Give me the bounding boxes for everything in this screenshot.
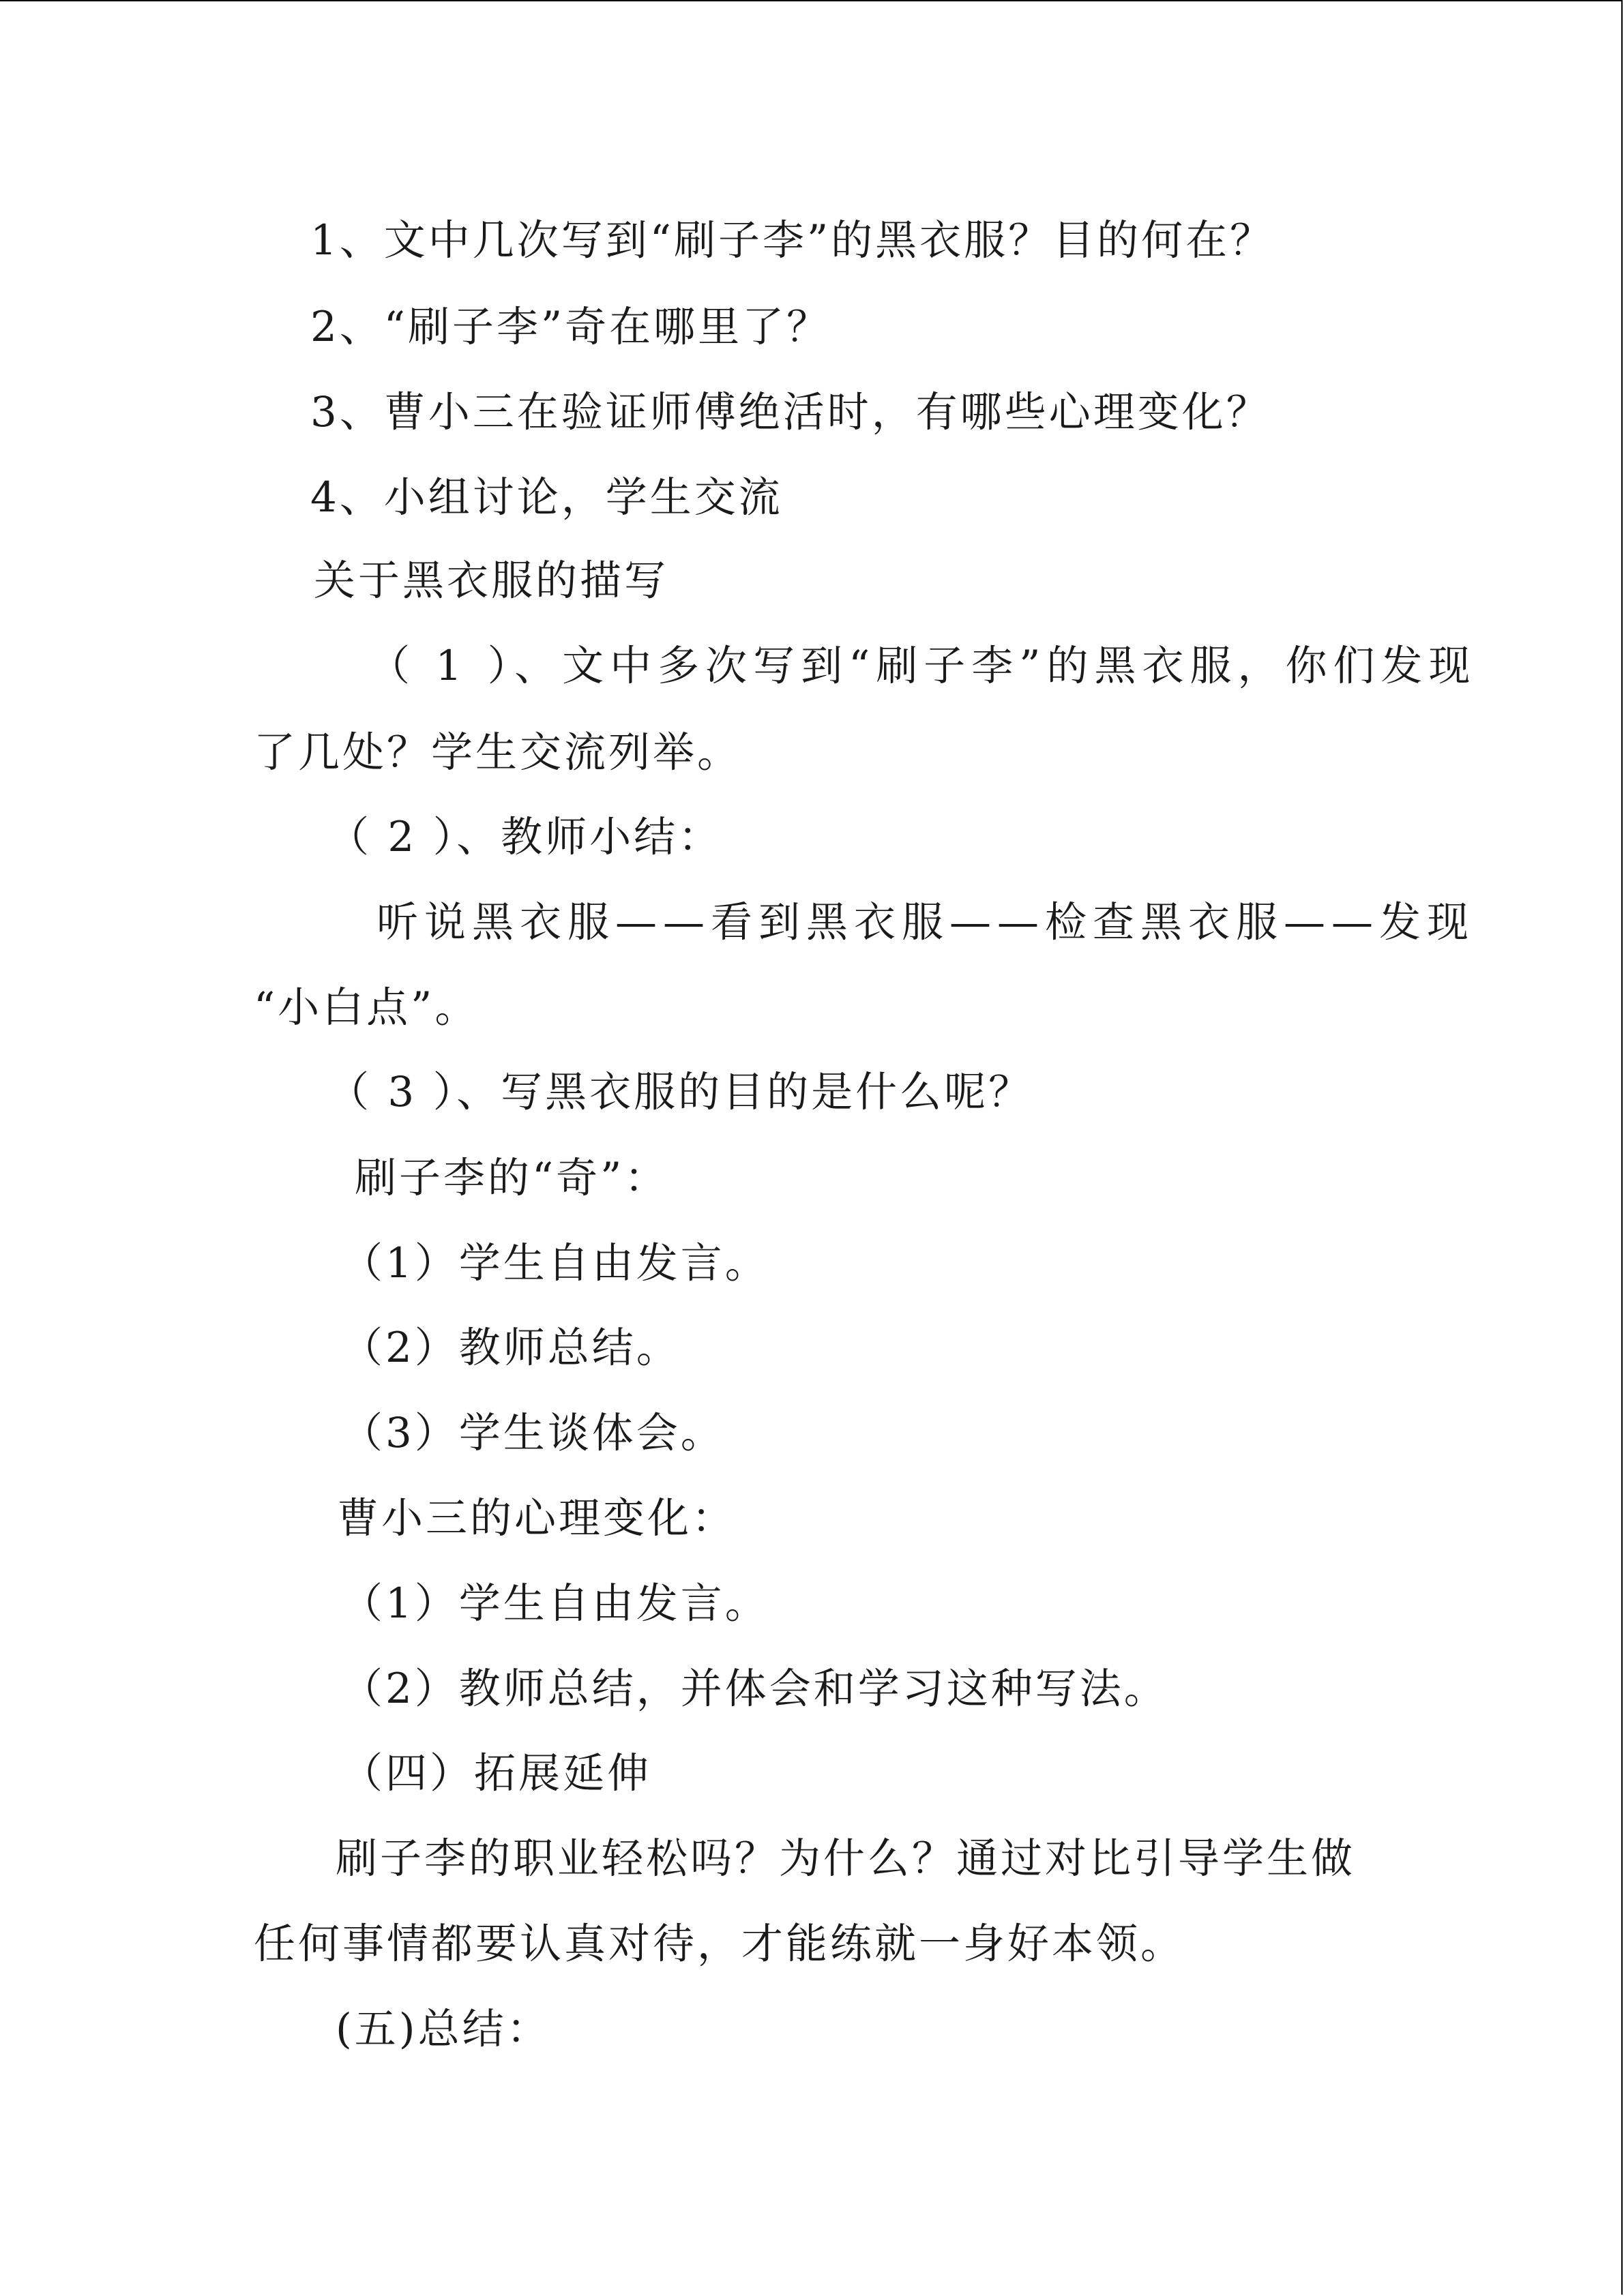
question-4: 4、小组讨论，学生交流 bbox=[310, 473, 783, 522]
list-item: （3）学生谈体会。 bbox=[341, 1409, 725, 1457]
section-heading-black-clothes: 关于黑衣服的描写 bbox=[314, 556, 669, 605]
paragraph-line: 了几处？学生交流列举。 bbox=[254, 728, 742, 777]
paragraph-line: （ 1 ）、文中多次写到“刷子李”的黑衣服，你们发现 bbox=[368, 642, 1477, 690]
question-2: 2、“刷子李”奇在哪里了？ bbox=[310, 303, 831, 351]
paragraph-line: 听说黑衣服——看到黑衣服——检查黑衣服——发现 bbox=[377, 898, 1475, 946]
list-item: （2）教师总结。 bbox=[341, 1324, 681, 1372]
section-heading-psychology: 曹小三的心理变化： bbox=[337, 1494, 737, 1542]
section-heading-extension: （四）拓展延伸 bbox=[341, 1749, 652, 1798]
list-item: （1）学生自由发言。 bbox=[341, 1579, 769, 1628]
paragraph-line: （ 3 ）、写黑衣服的目的是什么呢？ bbox=[327, 1068, 1033, 1116]
paragraph-line: 任何事情都要认真对待，才能练就一身好本领。 bbox=[254, 1920, 1185, 1968]
section-heading-qi: 刷子李的“奇”： bbox=[355, 1154, 669, 1202]
question-1: 1、文中几次写到“刷子李”的黑衣服？目的何在？ bbox=[310, 216, 1275, 265]
paragraph-line: （ 2 ）、教师小结： bbox=[327, 813, 723, 861]
section-heading-summary: (五)总结： bbox=[336, 2005, 551, 2053]
paragraph-line: 刷子李的职业轻松吗？为什么？通过对比引导学生做 bbox=[336, 1834, 1356, 1883]
list-item: （1）学生自由发言。 bbox=[341, 1239, 769, 1287]
question-3: 3、曹小三在验证师傅绝活时，有哪些心理变化？ bbox=[310, 388, 1271, 436]
paragraph-line: “小白点”。 bbox=[254, 983, 479, 1032]
list-item: （2）教师总结，并体会和学习这种写法。 bbox=[341, 1665, 1168, 1713]
